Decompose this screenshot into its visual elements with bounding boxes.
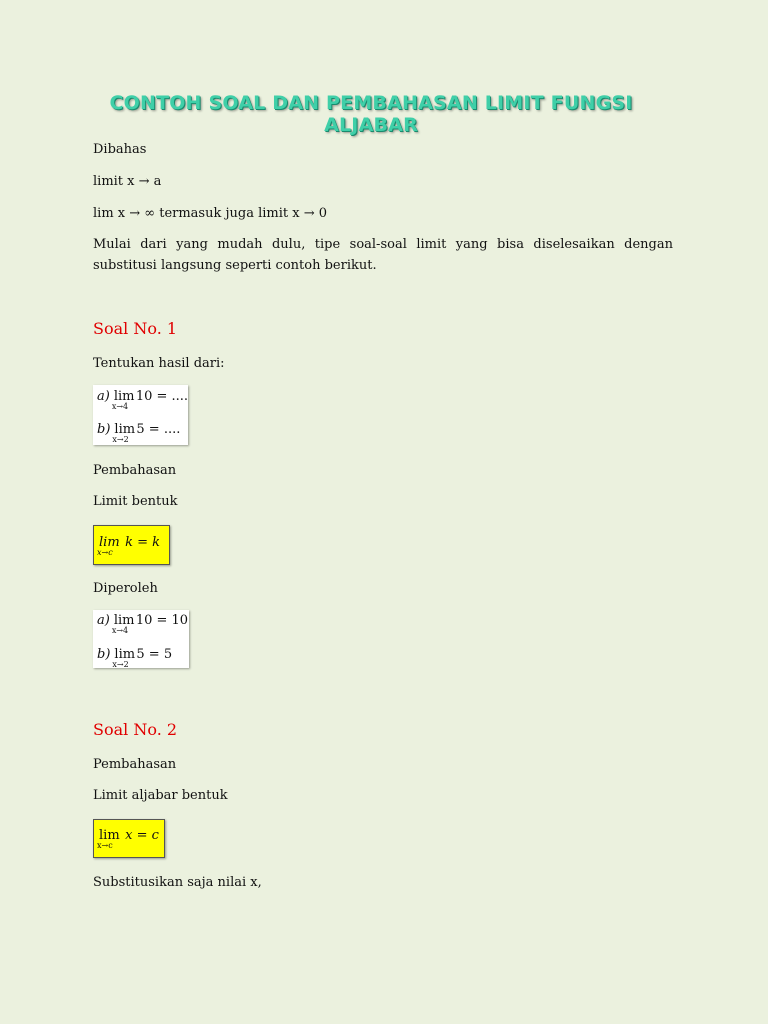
math-row	[97, 613, 189, 635]
lim-text: lim	[114, 647, 136, 662]
page-title: CONTOH SOAL DAN PEMBAHASAN LIMIT FUNGSI ALJABAR	[109, 92, 633, 136]
soal-2-heading: Soal No. 2	[93, 720, 178, 739]
soal-2-pembahasan: Pembahasan	[93, 757, 177, 772]
lim-text: lim	[99, 828, 120, 843]
item-label: a)	[97, 389, 110, 404]
math-row	[97, 647, 173, 669]
soal-2-formula-box	[93, 819, 165, 858]
soal-1-diperoleh: Diperoleh	[93, 581, 158, 596]
soal-1-limit-bentuk: Limit bentuk	[93, 494, 178, 509]
intro-line-1: limit x → a	[93, 174, 162, 189]
lim-subscript: x→4	[111, 402, 129, 411]
math-expression: 10 = ....	[135, 389, 189, 404]
math-row	[97, 422, 181, 444]
lim-subscript: x→c	[97, 548, 113, 557]
math-expression: 5 = ....	[136, 422, 181, 437]
math-row	[97, 828, 159, 850]
math-row	[97, 535, 161, 557]
math-expression: 10 = 10	[135, 613, 189, 628]
lim-subscript: x→c	[97, 841, 113, 850]
soal-2-substitusi: Substitusikan saja nilai x,	[93, 875, 262, 890]
math-expression: k = k	[125, 535, 161, 550]
item-label: a)	[97, 613, 110, 628]
intro-paragraph: Mulai dari yang mudah dulu, tipe soal-soal limit yang bisa diselesaikan dengan substitusi langsung seperti contoh berikut.	[93, 237, 673, 273]
item-label: b)	[97, 647, 111, 662]
math-row	[97, 389, 189, 411]
intro-dibahas: Dibahas	[93, 142, 147, 157]
lim-subscript: x→2	[112, 435, 129, 444]
lim-subscript: x→4	[111, 626, 129, 635]
item-label: b)	[97, 422, 111, 437]
soal-1-formula-box	[93, 525, 170, 565]
math-expression: x = c	[125, 828, 159, 843]
lim-text: lim	[99, 535, 120, 550]
math-expression: 5 = 5	[136, 647, 173, 662]
soal-1-question-box	[93, 385, 188, 445]
lim-text: lim	[114, 422, 136, 437]
lim-subscript: x→2	[112, 660, 129, 669]
intro-line-2: lim x → ∞ termasuk juga limit x → 0	[93, 206, 328, 221]
lim-text: lim	[113, 389, 135, 404]
soal-1-heading: Soal No. 1	[93, 319, 178, 338]
soal-1-answer-box	[93, 610, 189, 668]
lim-text: lim	[113, 613, 135, 628]
soal-1-pembahasan: Pembahasan	[93, 463, 177, 478]
soal-1-question: Tentukan hasil dari:	[93, 356, 225, 371]
soal-2-limit-bentuk: Limit aljabar bentuk	[93, 788, 228, 803]
